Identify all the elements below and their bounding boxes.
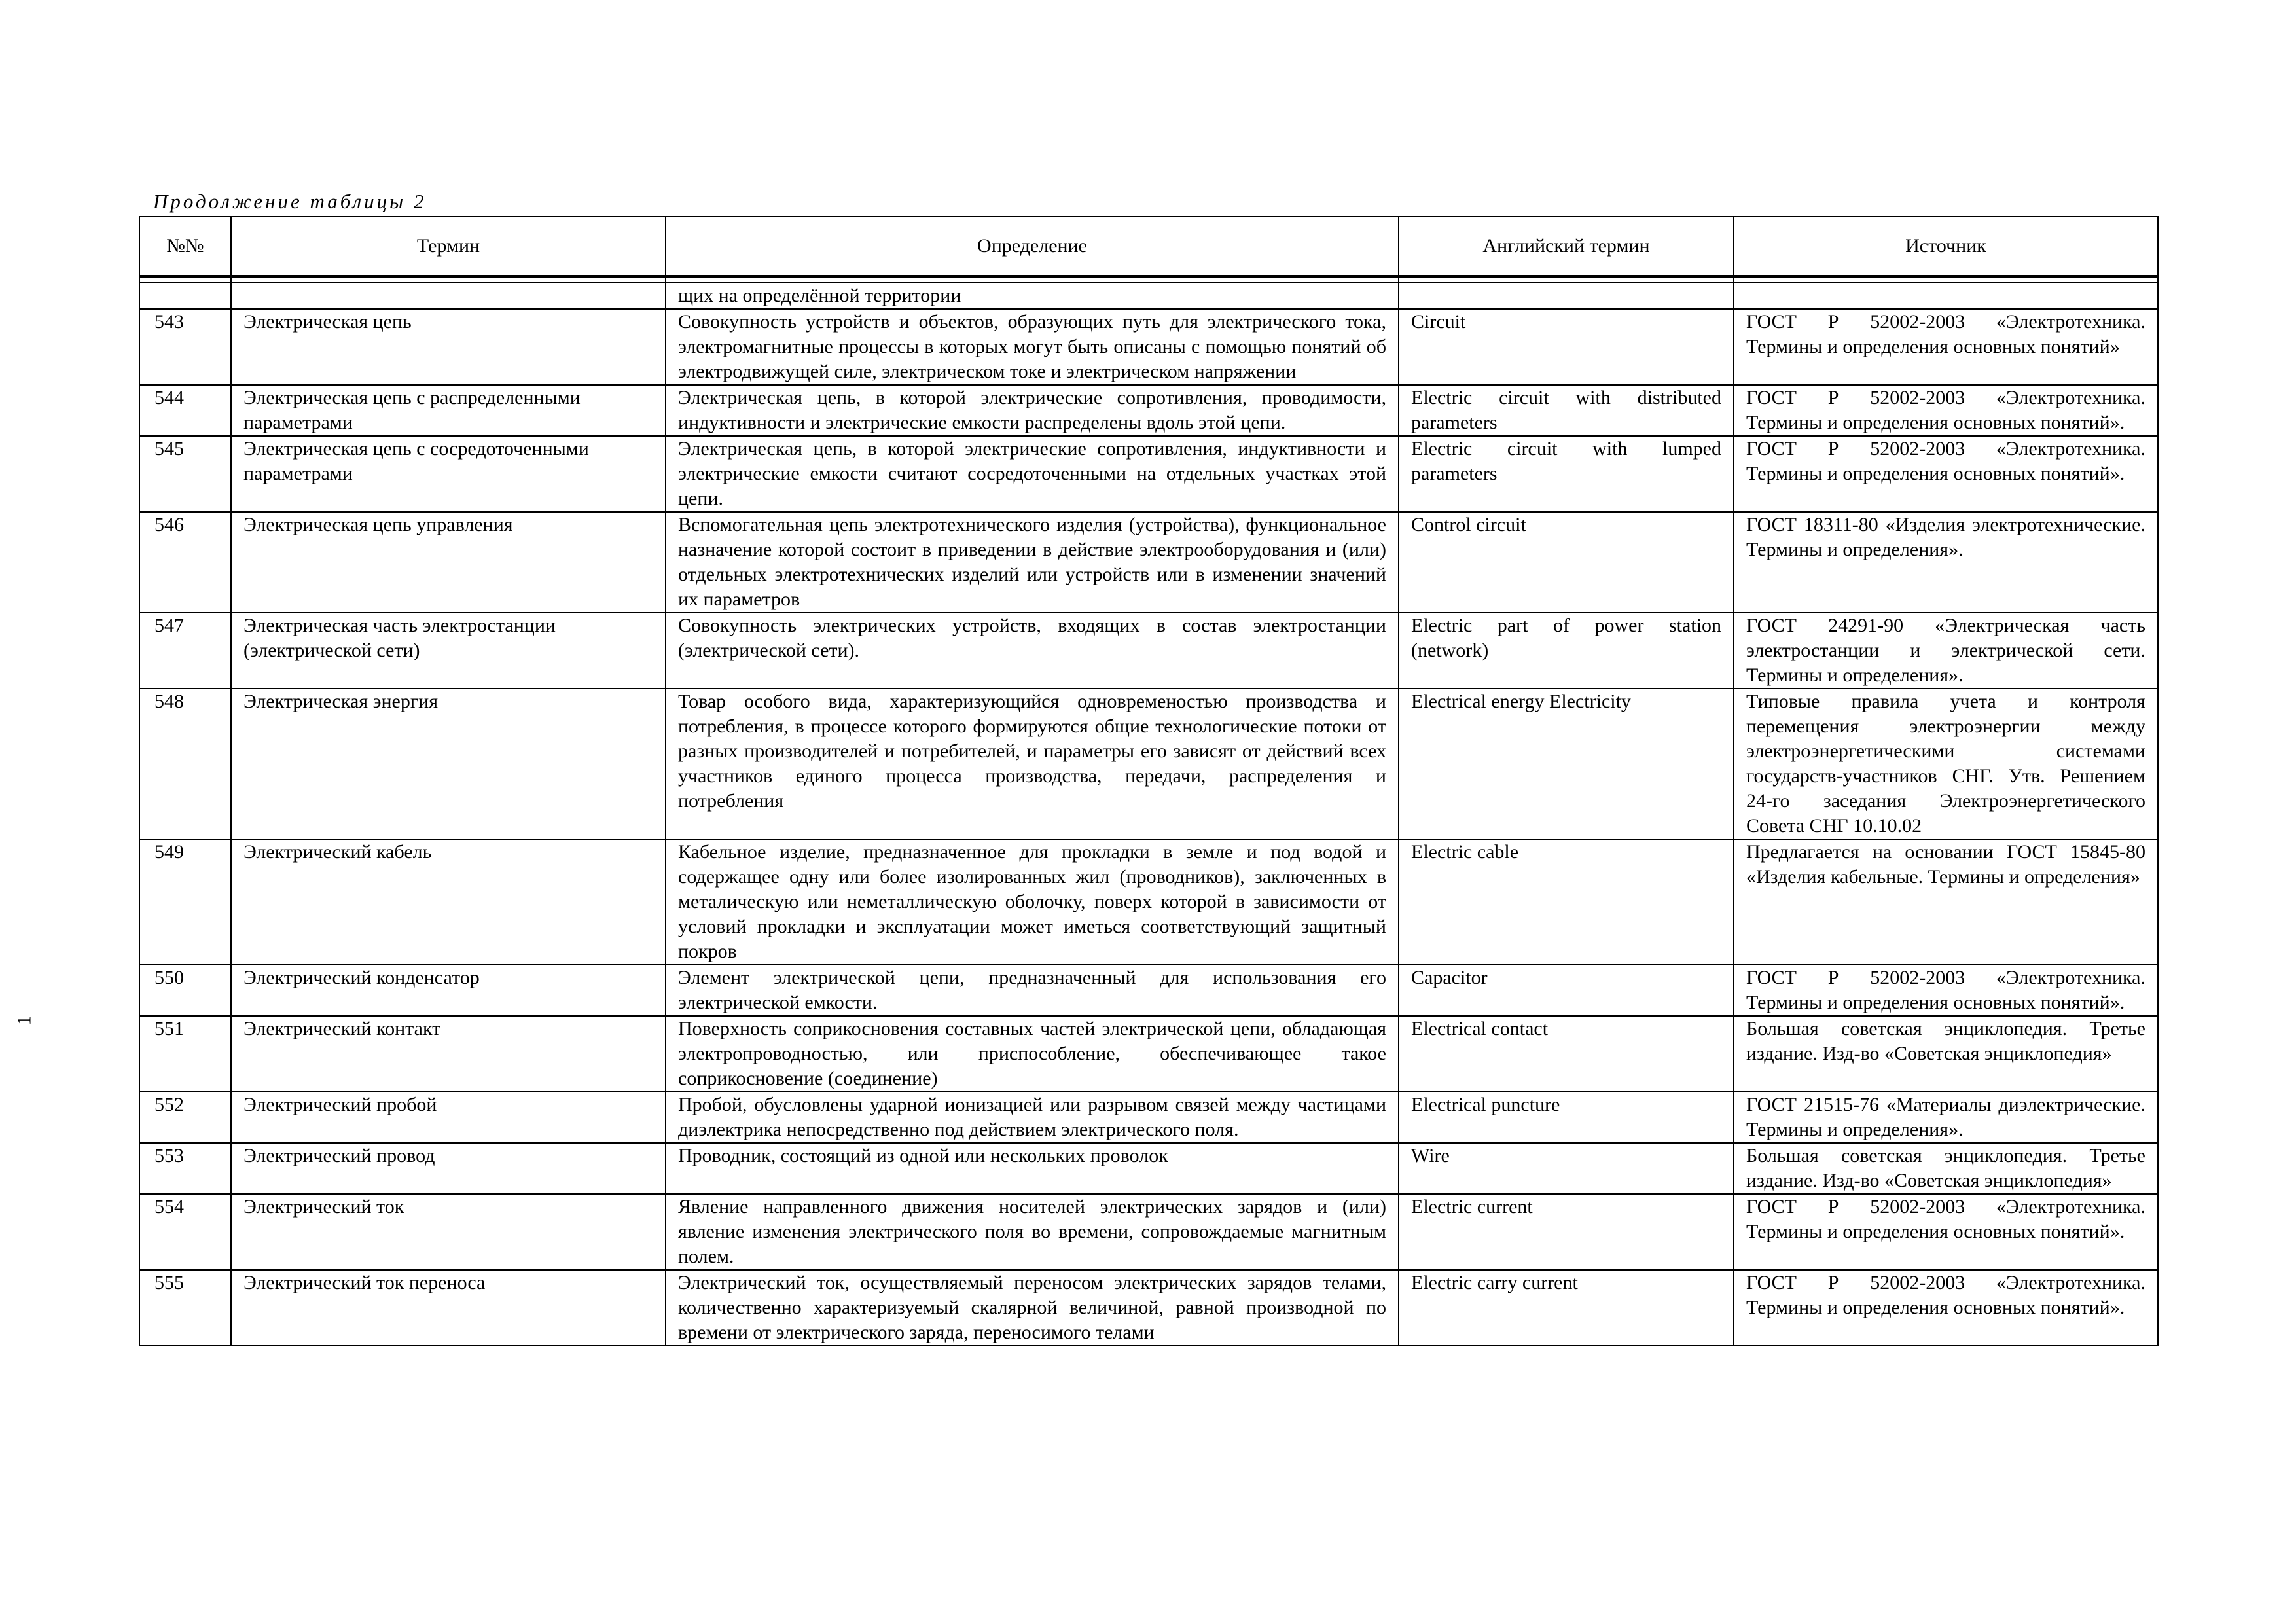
row-english-term: Electrical puncture bbox=[1399, 1092, 1734, 1143]
row-number: 549 bbox=[139, 839, 231, 965]
header-english-term: Английский термин bbox=[1399, 217, 1734, 276]
header-term: Термин bbox=[231, 217, 666, 276]
row-term: Электрическая цепь с распределенными параметрами bbox=[231, 385, 666, 436]
table-row bbox=[139, 1194, 2158, 1270]
row-number: 554 bbox=[139, 1194, 231, 1270]
row-source: Типовые правила учета и контроля перемещения электроэнергии между электроэнергетическими системами государств-участников СНГ. Утв. Решением 24-го заседания Электроэнергетического Совета СНГ 10.10.02 bbox=[1734, 689, 2158, 839]
row-source: ГОСТ Р 52002-2003 «Электротехника. Термины и определения основных понятий». bbox=[1734, 1194, 2158, 1270]
row-source: Большая советская энциклопедия. Третье издание. Изд-во «Советская энциклопедия» bbox=[1734, 1143, 2158, 1194]
header-source: Источник bbox=[1734, 217, 2158, 276]
table-row bbox=[139, 436, 2158, 512]
row-source: ГОСТ 21515-76 «Материалы диэлектрические. Термины и определения». bbox=[1734, 1092, 2158, 1143]
row-definition: Электрический ток, осуществляемый переносом электрических зарядов телами, количественно характеризуемый скалярной величиной, равной производной по времени от электрического заряда, переносимого телами bbox=[666, 1270, 1399, 1346]
row-definition: Кабельное изделие, предназначенное для прокладки в земле и под водой и содержащее одну или более изолированных жил (проводников), заключенных в металическую или неметаллическую оболочку, поверх которой в зависимости от условий прокладки и эксплуатации может иметься соответствующий защитный покров bbox=[666, 839, 1399, 965]
row-term: Электрическая энергия bbox=[231, 689, 666, 839]
row-term: Электрическая цепь управления bbox=[231, 512, 666, 613]
row-definition: Пробой, обусловлены ударной ионизацией или разрывом связей между частицами диэлектрика непосредственно под действием электрического поля. bbox=[666, 1092, 1399, 1143]
row-number: 547 bbox=[139, 613, 231, 689]
row-source: ГОСТ Р 52002-2003 «Электротехника. Термины и определения основных понятий». bbox=[1734, 385, 2158, 436]
table-row bbox=[139, 613, 2158, 689]
table-row bbox=[139, 1270, 2158, 1346]
row-definition: Поверхность соприкосновения составных частей электрической цепи, обладающая электропроводностью, или приспособление, обеспечивающее такое соприкосновение (соединение) bbox=[666, 1016, 1399, 1092]
row-definition: Явление направленного движения носителей электрических зарядов и (или) явление изменения электрического поля во времени, сопровождаемые магнитным полем. bbox=[666, 1194, 1399, 1270]
row-term: Электрический пробой bbox=[231, 1092, 666, 1143]
row-number: 555 bbox=[139, 1270, 231, 1346]
continuation-text: щих на определённой территории bbox=[666, 283, 1399, 309]
row-definition: Товар особого вида, характеризующийся одновременостью производства и потребления, в процессе которого формируются общие технологические потоки от разных производителей и потребителей, и параметры его зависят от действий всех участников единого процесса производства, передачи, распределения и потребления bbox=[666, 689, 1399, 839]
row-term: Электрическая цепь с сосредоточенными параметрами bbox=[231, 436, 666, 512]
row-source: Большая советская энциклопедия. Третье издание. Изд-во «Советская энциклопедия» bbox=[1734, 1016, 2158, 1092]
table-row bbox=[139, 385, 2158, 436]
continuation-row bbox=[139, 283, 2158, 309]
table-row bbox=[139, 1143, 2158, 1194]
row-source: ГОСТ Р 52002-2003 «Электротехника. Термины и определения основных понятий». bbox=[1734, 965, 2158, 1016]
row-english-term: Wire bbox=[1399, 1143, 1734, 1194]
row-definition: Электрическая цепь, в которой электрические сопротивления, проводимости, индуктивности и электрические емкости распределены вдоль этой цепи. bbox=[666, 385, 1399, 436]
row-number: 543 bbox=[139, 309, 231, 385]
row-number: 550 bbox=[139, 965, 231, 1016]
row-english-term: Electric cable bbox=[1399, 839, 1734, 965]
table-caption: Продолжение таблицы 2 bbox=[153, 190, 427, 213]
row-source: ГОСТ 24291-90 «Электрическая часть электростанции и электрической сети. Термины и определения». bbox=[1734, 613, 2158, 689]
page-number: 1 bbox=[13, 1015, 35, 1026]
row-term: Электрический ток переноса bbox=[231, 1270, 666, 1346]
table-row bbox=[139, 1092, 2158, 1143]
row-term: Электрический ток bbox=[231, 1194, 666, 1270]
row-english-term: Capacitor bbox=[1399, 965, 1734, 1016]
row-definition: Электрическая цепь, в которой электрические сопротивления, индуктивности и электрические емкости считают сосредоточенными на отдельных участках этой цепи. bbox=[666, 436, 1399, 512]
row-english-term: Circuit bbox=[1399, 309, 1734, 385]
row-definition: Элемент электрической цепи, предназначенный для использования его электрической емкости. bbox=[666, 965, 1399, 1016]
row-english-term: Control circuit bbox=[1399, 512, 1734, 613]
table-row bbox=[139, 309, 2158, 385]
table-row bbox=[139, 689, 2158, 839]
header-row bbox=[139, 217, 2158, 276]
row-term: Электрический контакт bbox=[231, 1016, 666, 1092]
row-number: 546 bbox=[139, 512, 231, 613]
row-english-term: Electrical contact bbox=[1399, 1016, 1734, 1092]
table-row bbox=[139, 839, 2158, 965]
row-english-term: Electric circuit with lumped parameters bbox=[1399, 436, 1734, 512]
row-source: ГОСТ Р 52002-2003 «Электротехника. Термины и определения основных понятий» bbox=[1734, 309, 2158, 385]
row-term: Электрический конденсатор bbox=[231, 965, 666, 1016]
header-number: №№ bbox=[139, 217, 231, 276]
row-english-term: Electric circuit with distributed parameters bbox=[1399, 385, 1734, 436]
header-separator bbox=[139, 276, 2158, 283]
row-number: 551 bbox=[139, 1016, 231, 1092]
row-term: Электрический кабель bbox=[231, 839, 666, 965]
terms-table bbox=[139, 216, 2159, 1346]
row-definition: Совокупность электрических устройств, входящих в состав электростанции (электрической сети). bbox=[666, 613, 1399, 689]
row-english-term: Electrical energy Electricity bbox=[1399, 689, 1734, 839]
header-definition: Определение bbox=[666, 217, 1399, 276]
row-definition: Проводник, состоящий из одной или нескольких проволок bbox=[666, 1143, 1399, 1194]
row-source: ГОСТ Р 52002-2003 «Электротехника. Термины и определения основных понятий». bbox=[1734, 1270, 2158, 1346]
row-number: 552 bbox=[139, 1092, 231, 1143]
row-source: Предлагается на основании ГОСТ 15845-80 «Изделия кабельные. Термины и определения» bbox=[1734, 839, 2158, 965]
row-term: Электрическая часть электростанции (электрической сети) bbox=[231, 613, 666, 689]
row-term: Электрический провод bbox=[231, 1143, 666, 1194]
row-number: 553 bbox=[139, 1143, 231, 1194]
row-definition: Совокупность устройств и объектов, образующих путь для электрического тока, электромагнитные процессы в которых могут быть описаны с помощью понятий об электродвижущей силе, электрическом токе и электрическом напряжении bbox=[666, 309, 1399, 385]
row-number: 545 bbox=[139, 436, 231, 512]
row-english-term: Electric part of power station (network) bbox=[1399, 613, 1734, 689]
table-row bbox=[139, 512, 2158, 613]
row-english-term: Electric current bbox=[1399, 1194, 1734, 1270]
row-number: 548 bbox=[139, 689, 231, 839]
row-source: ГОСТ Р 52002-2003 «Электротехника. Термины и определения основных понятий». bbox=[1734, 436, 2158, 512]
table-row bbox=[139, 965, 2158, 1016]
row-source: ГОСТ 18311-80 «Изделия электротехнические. Термины и определения». bbox=[1734, 512, 2158, 613]
table-row bbox=[139, 1016, 2158, 1092]
row-number: 544 bbox=[139, 385, 231, 436]
row-english-term: Electric carry current bbox=[1399, 1270, 1734, 1346]
row-definition: Вспомогательная цепь электротехнического изделия (устройства), функциональное назначение которой состоит в приведении в действие электрооборудования и (или) отдельных электротехнических изделий или устройств или в изменении значений их параметров bbox=[666, 512, 1399, 613]
row-term: Электрическая цепь bbox=[231, 309, 666, 385]
